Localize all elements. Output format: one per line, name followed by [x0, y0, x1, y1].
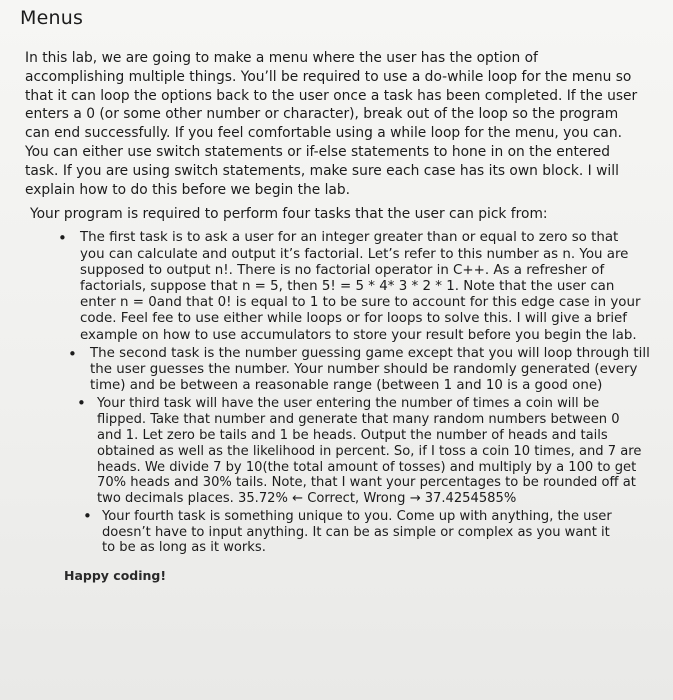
- task-item-coin-flip: [20, 396, 642, 507]
- signoff-text: Happy coding!: [64, 567, 167, 583]
- bullet-icon: •: [58, 229, 67, 248]
- bullet-icon: •: [77, 394, 86, 413]
- intro-paragraph: In this lab, we are going to make a menu where the user has the option of accomplishing multiple things. You’ll be required to use a do-while loop for the menu so that it can loop the options back to the user once a task has been completed. If the user enters a 0 (or some other number or character), break out of the loop so the program can end successfully. If you feel comfortable using a while loop for the menu, you can. You can either use switch statements or if-else statements to hone in on the entered task. If you are using switch statements, make sure each case has its own block. I will explain how to do this before we begin the lab.: [25, 50, 638, 198]
- task-item-factorial: [20, 230, 645, 343]
- task-text: The second task is the number guessing game except that you will loop through till the user guesses the number. Your number should be randomly generated (every time) and be between a reasonable range (between 1 and 10 is a good one): [90, 345, 650, 394]
- task-item-guessing-game: [20, 346, 658, 395]
- task-list-lead: Your program is required to perform four tasks that the user can pick from:: [30, 206, 548, 223]
- task-list: [20, 229, 650, 556]
- task-item-unique: [20, 506, 622, 556]
- bullet-icon: •: [83, 506, 92, 525]
- task-text: Your third task will have the user entering the number of times a coin will be flipped. Take that number and generate that many random numbers between 0 and 1. Let zero be tails and 1 be heads. Output the number of heads and tails obtained as well as the likelihood in percent. So, if I toss a coin 10 times, and 7 are heads. We divide 7 by 10(the total amount of tosses) and multiply by a 100 to get 70% heads and 30% tails. Note, that I want your percentages to be rounded off at two decimals places. 35.72% ← Correct, Wrong → 37.4254585%: [97, 396, 642, 507]
- bullet-icon: •: [68, 344, 77, 363]
- task-text: Your fourth task is something unique to you. Come up with anything, the user doesn’t have to input anything. It can be as simple or complex as you want it to be as long as it works.: [102, 508, 612, 556]
- document-title: Menus: [20, 7, 84, 29]
- task-text: The first task is to ask a user for an integer greater than or equal to zero so that you can calculate and output it’s factorial. Let’s refer to this number as n. You are supposed to output n!. There is no factorial operator in C++. As a refresher of factorials, suppose that n = 5, then 5! = 5 * 4* 3 * 2 * 1. Note that the user can enter n = 0and that 0! is equal to 1 to be sure to account for this edge case in your code. Feel fee to use either while loops or for loops to solve this. I will give a brief example on how to use accumulators to store your result before you begin the lab.: [80, 230, 641, 343]
